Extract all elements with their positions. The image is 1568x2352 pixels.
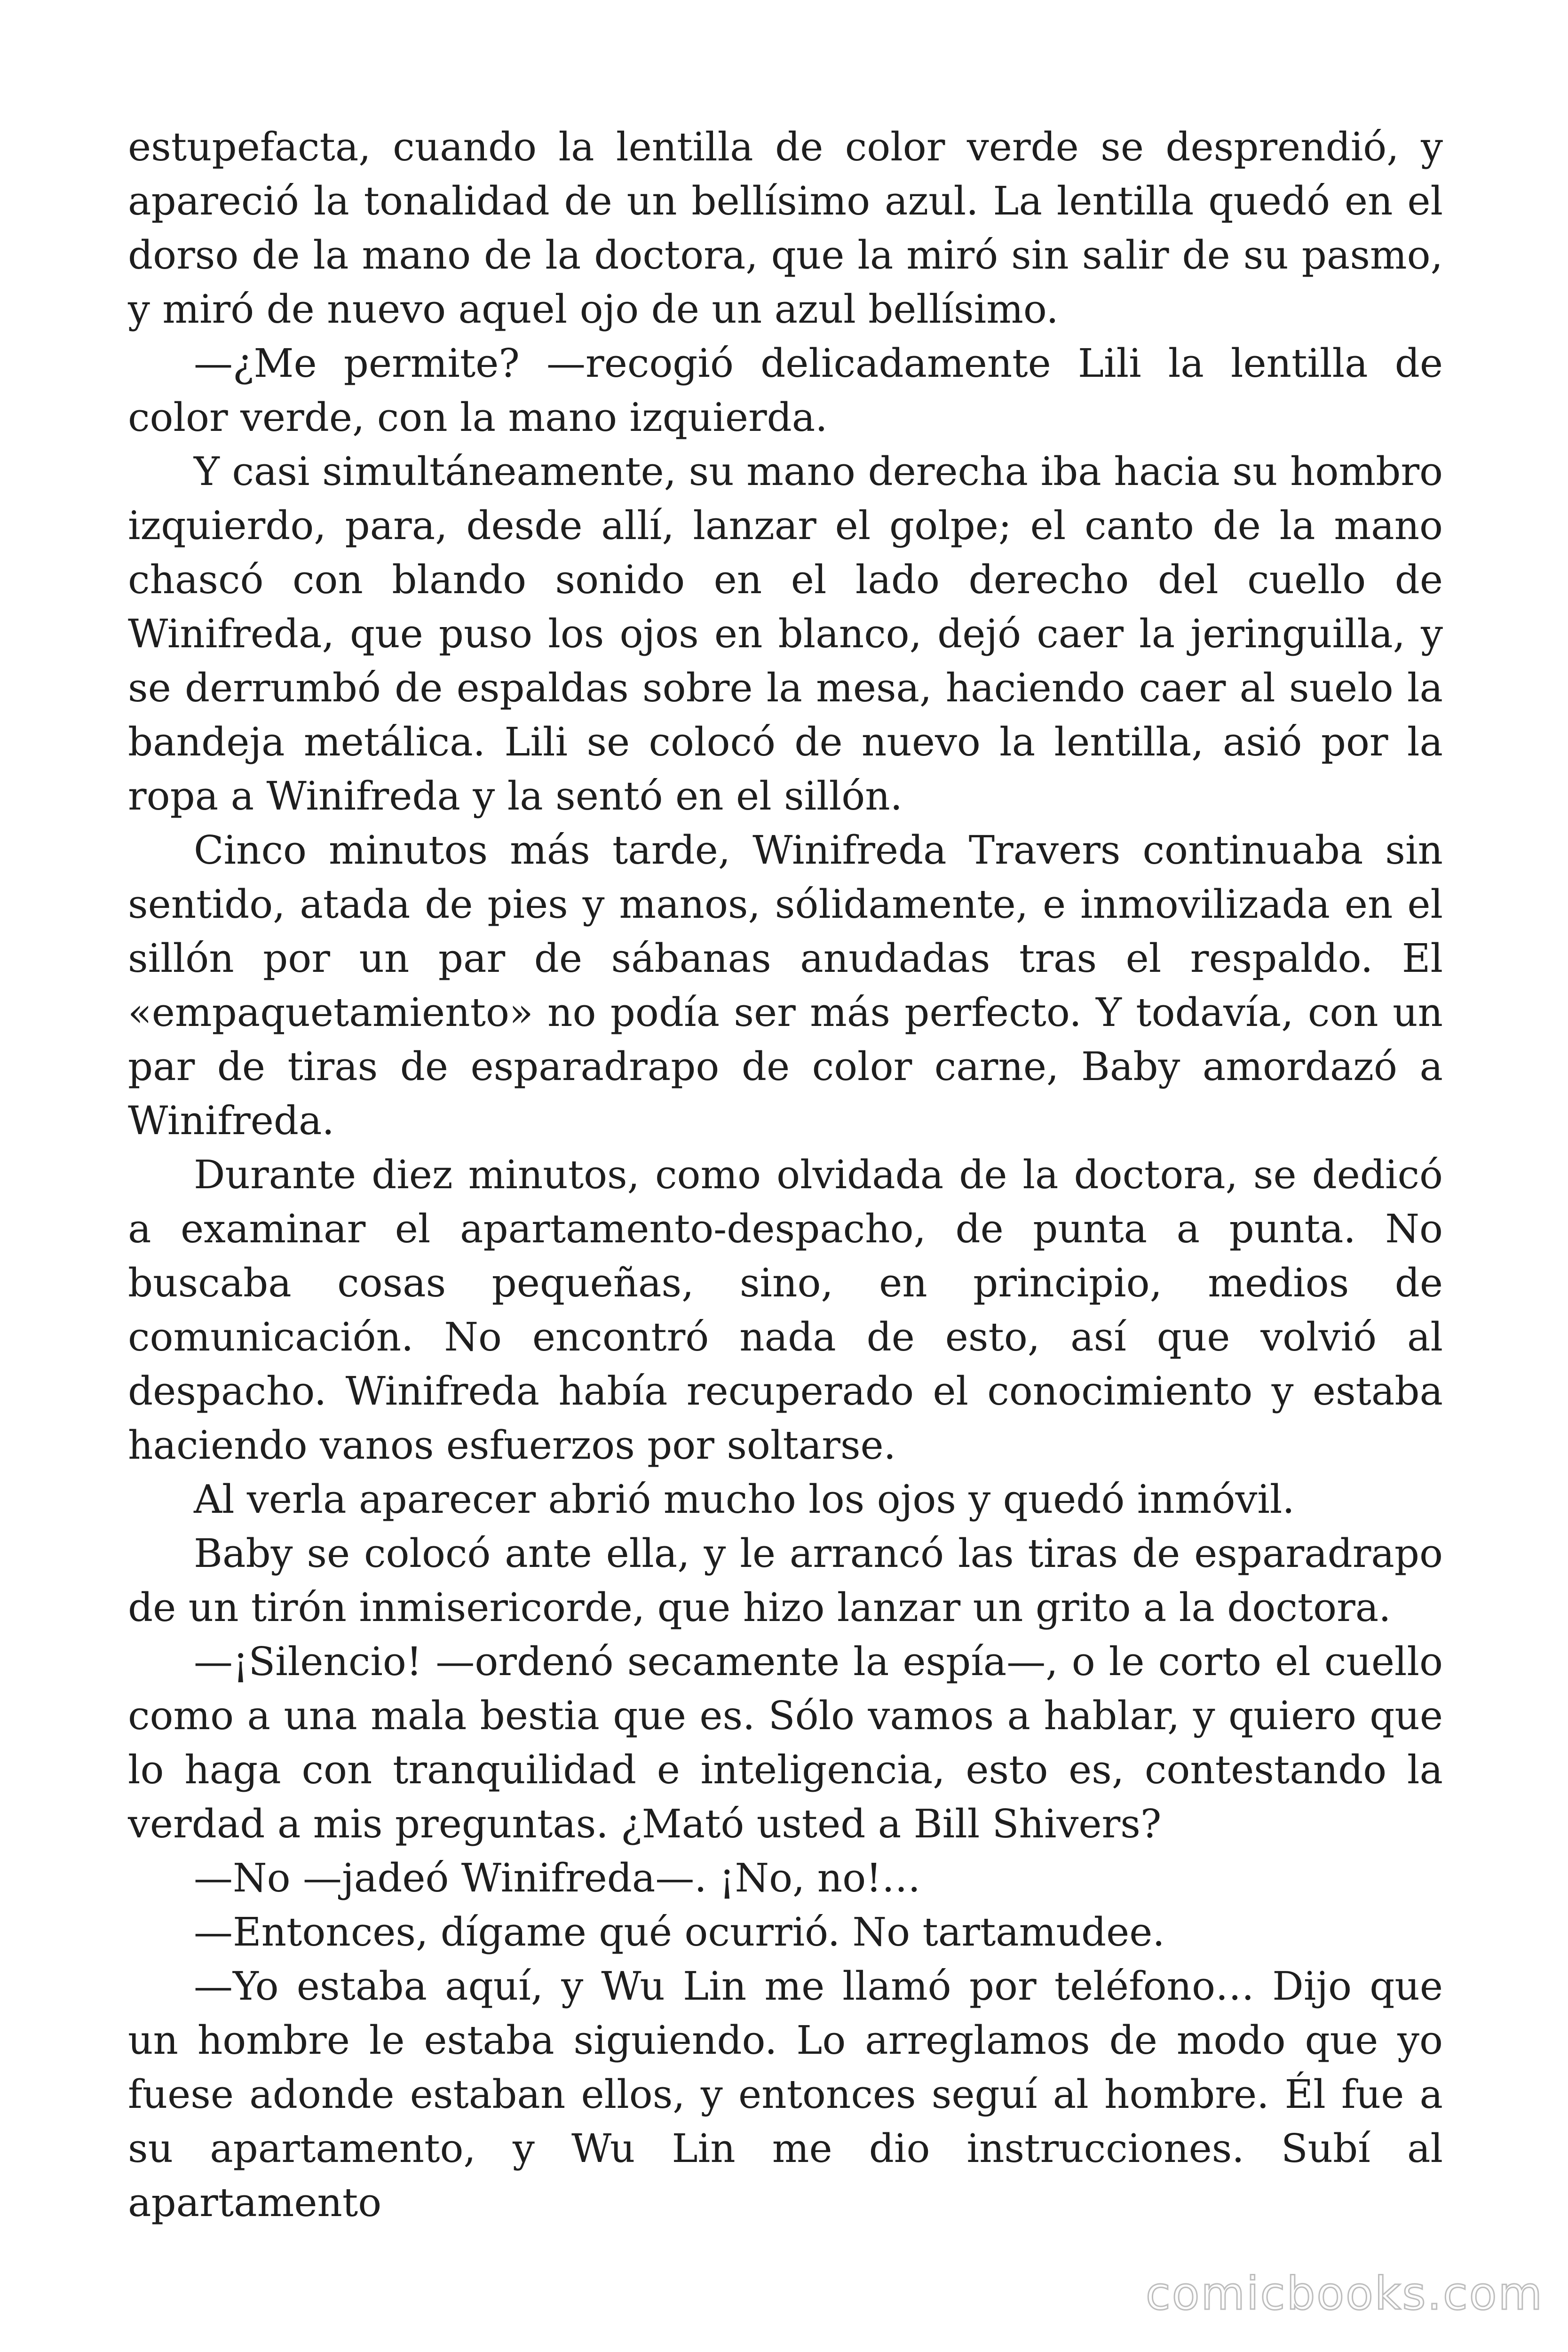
paragraph-10: —Entonces, dígame qué ocurrió. No tartamudee. [194, 1909, 1165, 1955]
paragraph-6: Al verla aparecer abrió mucho los ojos y quedó inmóvil. [194, 1477, 1295, 1522]
paragraph-4: Cinco minutos más tarde, Winifreda Travers continuaba sin sentido, atada de pies y manos, sólidamente, e inmovilizada en el sillón por un par de sábanas anudadas tras el respaldo. El «empaquetamiento» no podía ser más perfecto. Y todavía, con un par de tiras de esparadrapo de color carne, Baby amordazó a Winifreda. [128, 827, 1443, 1144]
paragraph-5: Durante diez minutos, como olvidada de la doctora, se dedicó a examinar el apartamento-despacho, de punta a punta. No buscaba cosas pequeñas, sino, en principio, medios de comunicación. No encontró nada de esto, así que volvió al despacho. Winifreda había recuperado el conocimiento y estaba haciendo vanos esfuerzos por soltarse. [128, 1152, 1443, 1468]
paragraph-7: Baby se colocó ante ella, y le arrancó las tiras de esparadrapo de un tirón inmisericorde, que hizo lanzar un grito a la doctora. [128, 1531, 1443, 1630]
paragraph-11: —Yo estaba aquí, y Wu Lin me llamó por teléfono… Dijo que un hombre le estaba siguiendo. Lo arreglamos de modo que yo fuese adonde estaban ellos, y entonces seguí al hombre. Él fue a su apartamento, y Wu Lin me dio instrucciones. Subí al apartamento [128, 1963, 1443, 2225]
paragraph-9: —No —jadeó Winifreda—. ¡No, no!… [194, 1855, 921, 1901]
watermark-text: comicbooks.com [1145, 2267, 1544, 2320]
page-body [128, 120, 1443, 2230]
paragraph-8: —¡Silencio! —ordenó secamente la espía—, o le corto el cuello como a una mala bestia que es. Sólo vamos a hablar, y quiero que lo haga con tranquilidad e inteligencia, esto es, contestando la verdad a mis preguntas. ¿Mató usted a Bill Shivers? [128, 1639, 1443, 1847]
paragraph-2: —¿Me permite? —recogió delicadamente Lili la lentilla de color verde, con la mano izquierda. [128, 341, 1443, 440]
paragraph-3: Y casi simultáneamente, su mano derecha iba hacia su hombro izquierdo, para, desde allí, lanzar el golpe; el canto de la mano chascó con blando sonido en el lado derecho del cuello de Winifreda, que puso los ojos en blanco, dejó caer la jeringuilla, y se derrumbó de espaldas sobre la mesa, haciendo caer al suelo la bandeja metálica. Lili se colocó de nuevo la lentilla, asió por la ropa a Winifreda y la sentó en el sillón. [128, 449, 1443, 819]
paragraph-1: estupefacta, cuando la lentilla de color verde se desprendió, y apareció la tonalidad de un bellísimo azul. La lentilla quedó en el dorso de la mano de la doctora, que la miró sin salir de su pasmo, y miró de nuevo aquel ojo de un azul bellísimo. [128, 124, 1443, 332]
